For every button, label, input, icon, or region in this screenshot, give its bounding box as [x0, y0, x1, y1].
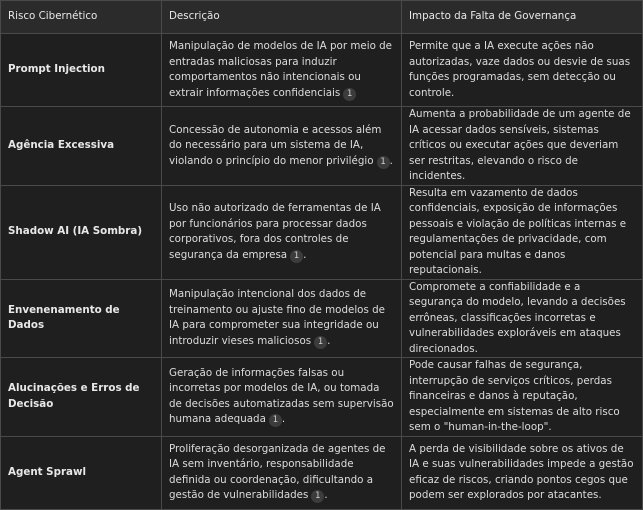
risk-name: Shadow AI (IA Sombra)	[1, 185, 162, 279]
description-end: .	[389, 154, 393, 167]
table-row	[1, 185, 643, 279]
risk-impact: Aumenta a probabilidade de um agente de IA acessar dados sensíveis, sistemas críticos ou executar ações que deveriam ser restritas, elevando o risco de incidentes.	[402, 107, 643, 186]
risk-impact: Resulta em vazamento de dados confidenciais, exposição de informações pessoais e violação de políticas internas e regulamentações de privacidade, com potencial para multas e danos reputacionais.	[402, 185, 643, 279]
risk-impact: Compromete a confiabilidade e a segurança do modelo, levando a decisões errôneas, classificações incorretas e vulnerabilidades exploráveis em ataques direcionados.	[402, 279, 643, 358]
risk-name: Prompt Injection	[1, 34, 162, 107]
risk-name: Envenenamento de Dados	[1, 279, 162, 358]
header-risk: Risco Cibernético	[1, 1, 162, 34]
description-end: .	[281, 413, 286, 426]
description-end: .	[324, 489, 328, 501]
citation-badge[interactable]: 1	[311, 490, 324, 503]
description-text: Proliferação desorganizada de agentes de IA sem inventário, responsabilidade definida ou coordenação, dificultando a gestão de vulnerabilidades	[169, 442, 386, 501]
table-header-row	[1, 1, 643, 34]
table-row	[1, 279, 643, 358]
description-end: .	[327, 334, 331, 347]
citation-badge[interactable]: 1	[343, 88, 356, 101]
citation-badge[interactable]: 1	[377, 156, 390, 169]
description-text: Concessão de autonomia e acessos além do necessário para um sistema de IA, violando o princípio do menor privilégio	[169, 123, 382, 167]
risk-description	[162, 436, 402, 509]
description-text: Uso não autorizado de ferramentas de IA por funcionários para processar dados corporativos, fora dos controles de segurança da empresa	[169, 202, 381, 261]
citation-badge[interactable]: 1	[269, 414, 282, 427]
citation-badge[interactable]: 1	[290, 250, 303, 263]
description-text: Manipulação intencional dos dados de treinamento ou ajuste fino de modelos de IA para comprometer sua integridade ou introduzir vieses maliciosos	[169, 288, 385, 347]
risk-impact: A perda de visibilidade sobre os ativos de IA e suas vulnerabilidades impede a gestão eficaz de riscos, criando pontos cegos que podem ser explorados por atacantes.	[402, 436, 643, 509]
risk-description	[162, 185, 402, 279]
risk-name: Alucinações e Erros de Decisão	[1, 358, 162, 437]
risk-name: Agent Sprawl	[1, 436, 162, 509]
header-impact: Impacto da Falta de Governança	[402, 1, 643, 34]
table-row	[1, 358, 643, 437]
risk-name: Agência Excessiva	[1, 107, 162, 186]
risk-description	[162, 107, 402, 186]
description-end: .	[303, 248, 307, 261]
description-text: Manipulação de modelos de IA por meio de entradas maliciosas para induzir comportamentos não intencionais ou extrair informações confidenciais	[169, 40, 393, 99]
risk-description	[162, 279, 402, 358]
description-text: Geração de informações falsas ou incorretas por modelos de IA, ou tomada de decisões automatizadas sem supervisão humana adequada	[169, 366, 394, 426]
table-row	[1, 34, 643, 107]
table-row	[1, 436, 643, 509]
table-row	[1, 107, 643, 186]
citation-badge[interactable]: 1	[314, 336, 327, 349]
header-description: Descrição	[162, 1, 402, 34]
risk-description	[162, 34, 402, 107]
risk-description	[162, 358, 402, 437]
risk-impact: Permite que a IA execute ações não autorizadas, vaze dados ou desvie de suas funções programadas, sem detecção ou controle.	[402, 34, 643, 107]
risk-impact: Pode causar falhas de segurança, interrupção de serviços críticos, perdas financeiras e danos à reputação, especialmente em sistemas de alto risco sem o "human-in-the-loop".	[402, 358, 643, 437]
